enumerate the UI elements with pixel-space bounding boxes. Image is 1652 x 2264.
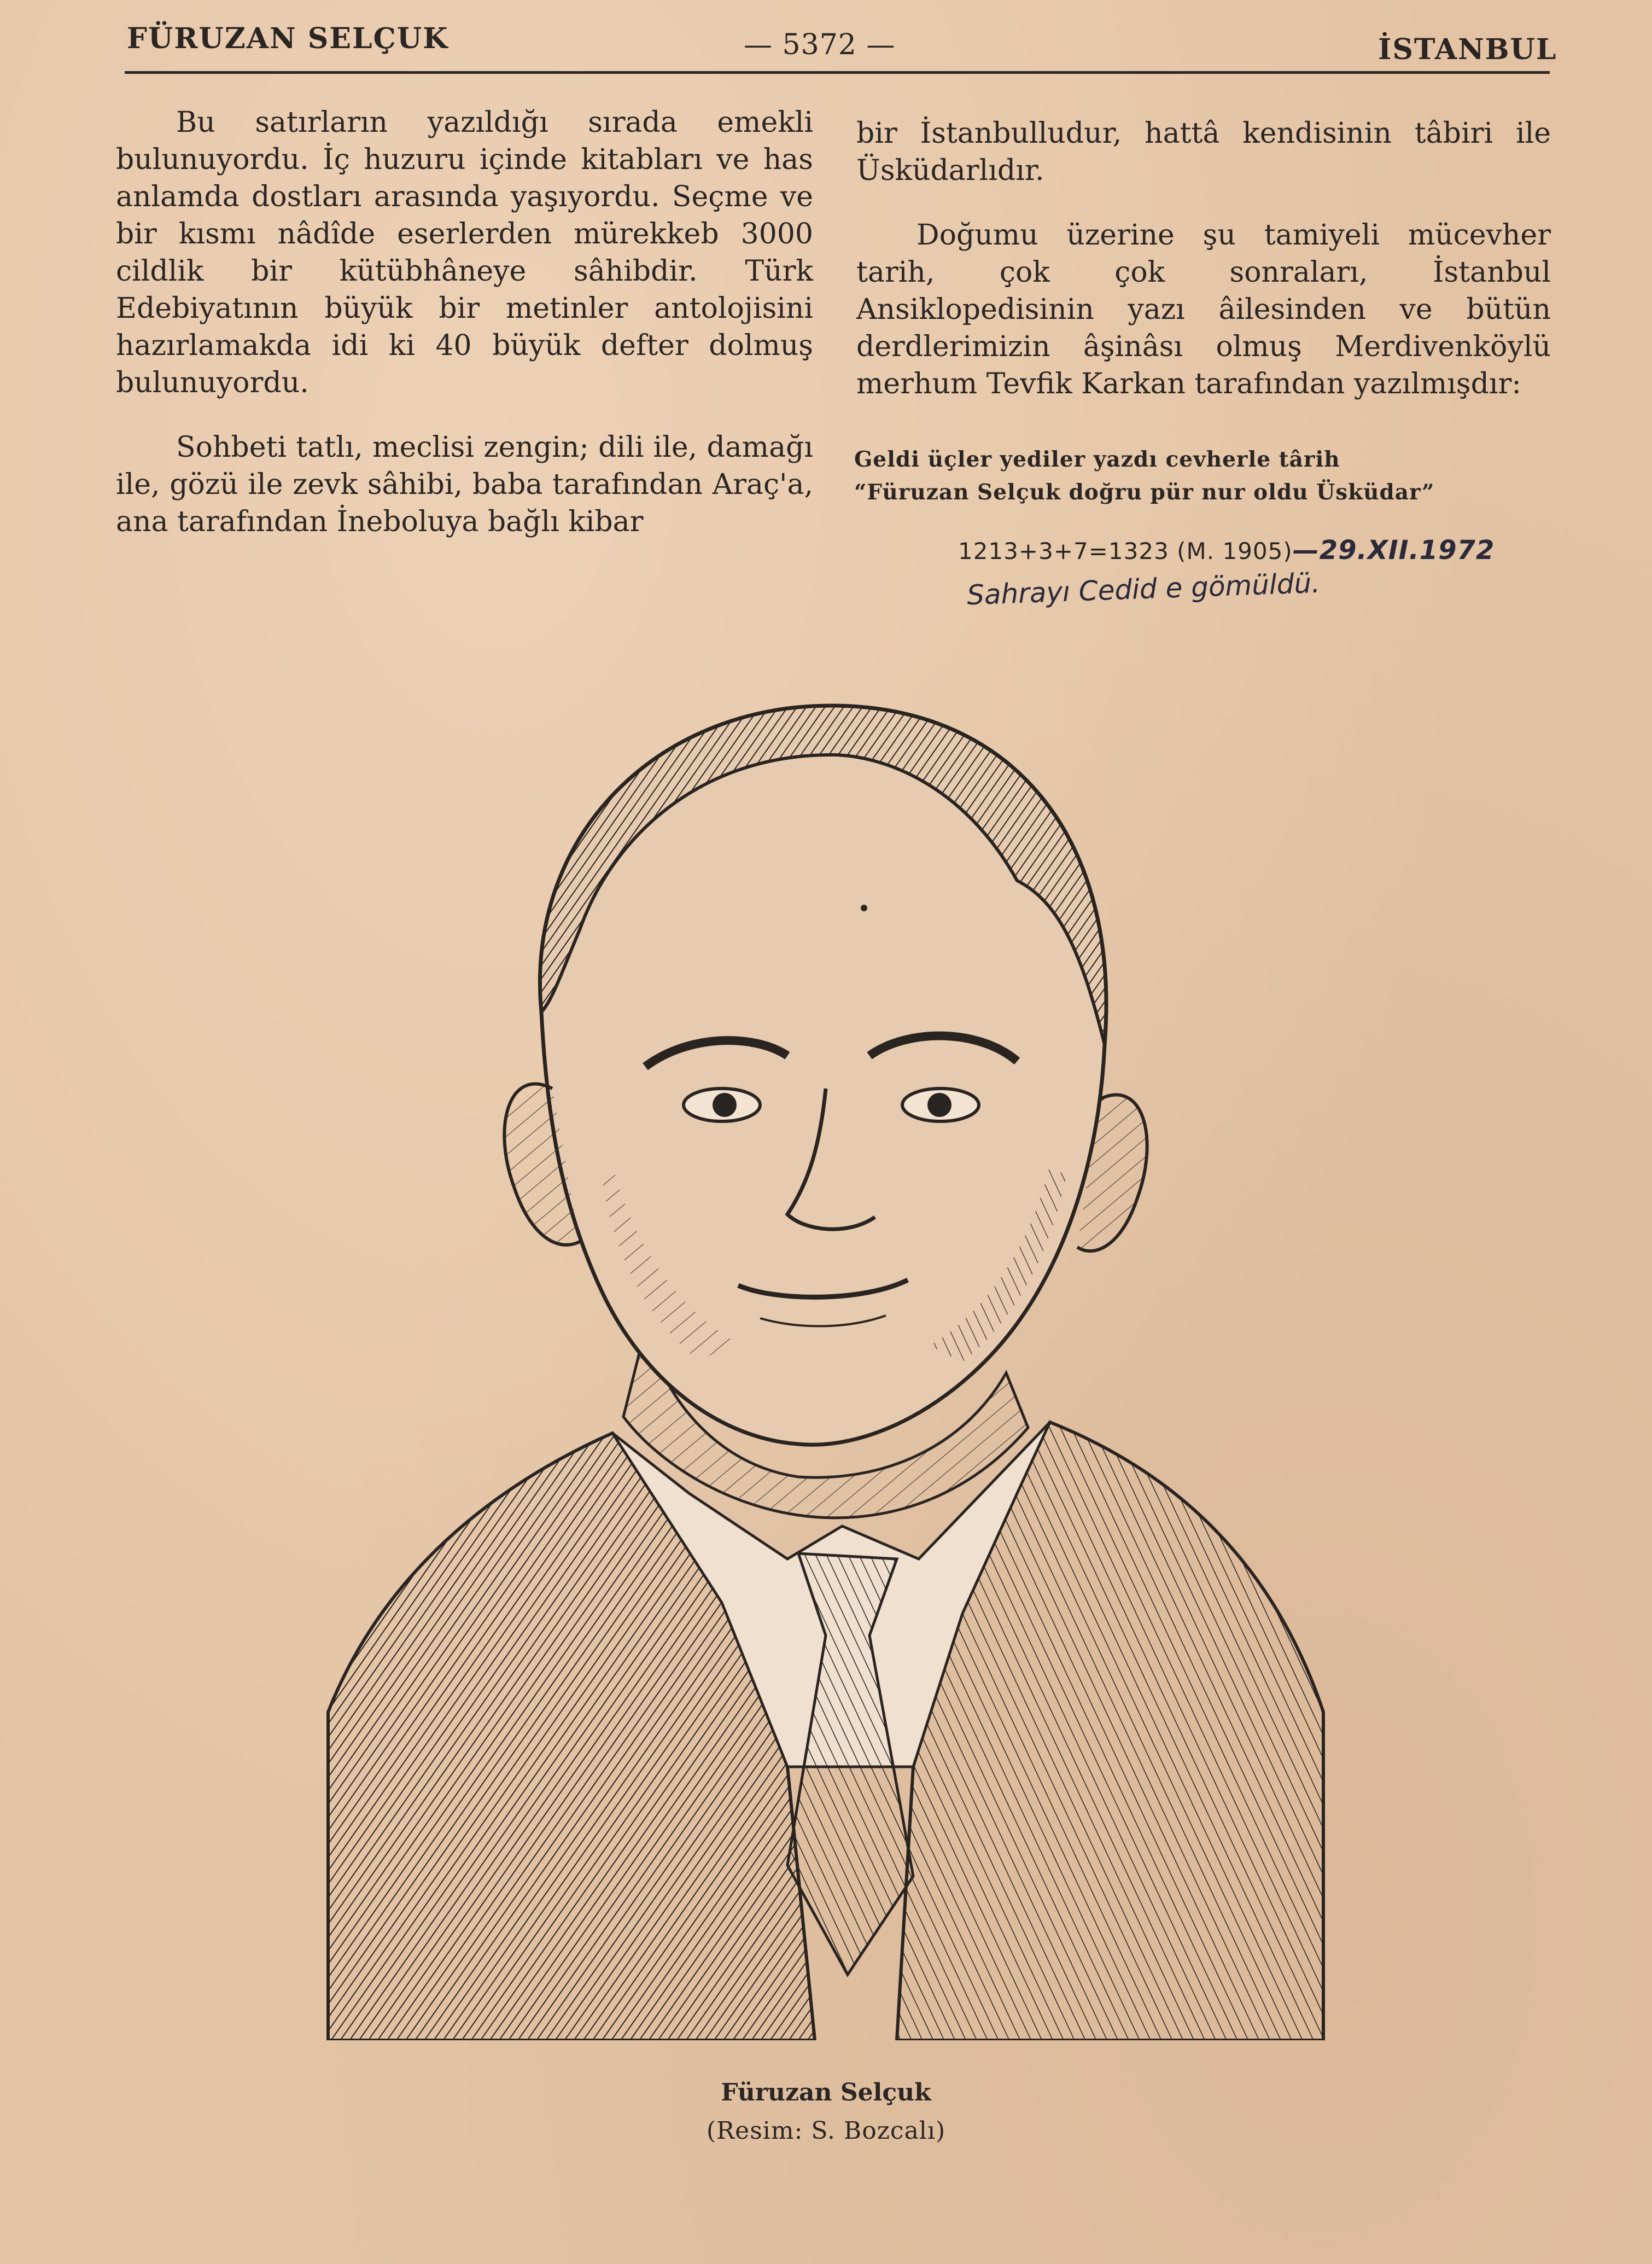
- portrait-sketch-icon: [306, 673, 1345, 2040]
- calculation-text: 1213+3+7=1323 (M. 1905): [958, 538, 1293, 564]
- handwritten-note: Sahrayı Cedid e gömüldü.: [966, 567, 1321, 612]
- paragraph: bir İstanbulludur, hattâ kendisinin tâbiri ile Üsküdarlıdır.: [856, 117, 1551, 187]
- left-text-column: [116, 104, 813, 540]
- right-text-column: [856, 115, 1551, 403]
- verse-line: Geldi üçler yediler yazdı cevherle târih: [854, 447, 1340, 472]
- paragraph: Bu satırların yazıldığı sırada emekli bulunuyordu. İç huzuru içinde kitabları ve has anlamda dostları arasında yaşıyordu. Seçme ve bir kısmı nâdîde eserlerden mürekkeb 3000 cildlik bir kütübhâneye sâhibdir. Türk Edebiyatının büyük bir metinler antolojisini hazırlamakda idi ki 40 büyük defter dolmuş bulunuyordu.: [116, 106, 813, 399]
- running-title: FÜRUZAN SELÇUK: [127, 22, 449, 55]
- paragraph: Doğumu üzerine şu tamiyeli mücevher tarih, çok çok sonraları, İstanbul Ansiklopedisinin yazı âilesinden ve bütün derdlerimizin âşinâsı olmuş Merdivenköylü merhum Tevfik Karkan tarafından yazılmışdır:: [856, 219, 1551, 400]
- chronogram-verse: [854, 443, 1565, 509]
- paragraph: Sohbeti tatlı, meclisi zengin; dili ile, damağı ile, gözü ile zevk sâhibi, baba tarafından Araç'a, ana tarafından İneboluya bağlı kibar: [116, 431, 813, 538]
- portrait-caption-credit: (Resim: S. Bozcalı): [706, 2117, 946, 2145]
- page-number: — 5372 —: [744, 28, 896, 61]
- running-section: İSTANBUL: [1378, 33, 1557, 66]
- chronogram-calculation: [958, 535, 1495, 566]
- handwritten-date: —29.XII.1972: [1292, 535, 1495, 566]
- page-header: [0, 0, 1652, 82]
- verse-line: “Füruzan Selçuk doğru pür nur oldu Üsküdar”: [854, 480, 1435, 505]
- portrait-caption-name: Füruzan Selçuk: [721, 2079, 931, 2106]
- header-rule: [125, 71, 1550, 74]
